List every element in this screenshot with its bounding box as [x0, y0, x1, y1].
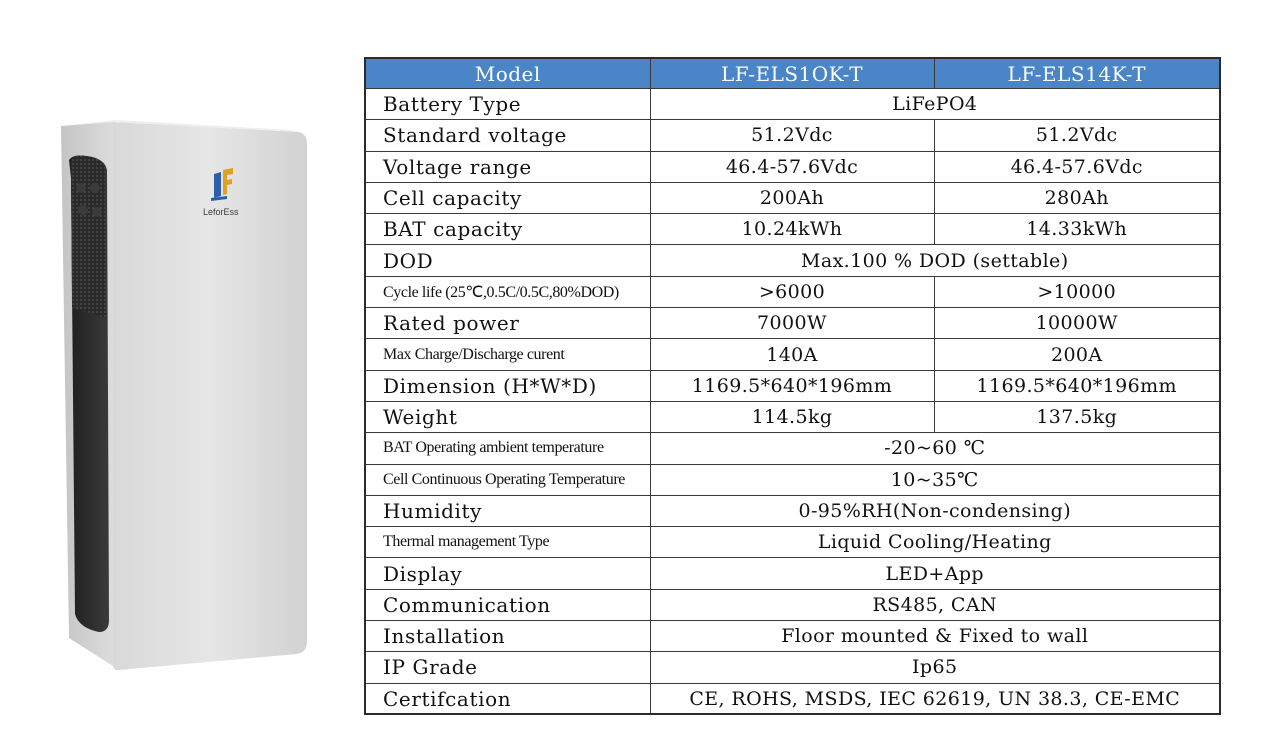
spec-label: DOD — [365, 245, 650, 276]
table-row — [365, 370, 1220, 401]
spec-value-model-a: >6000 — [650, 276, 934, 307]
spec-value-shared: Max.100 % DOD (settable) — [650, 245, 1220, 276]
spec-label: Battery Type — [365, 89, 650, 120]
table-row — [365, 308, 1220, 339]
battery-product-image — [55, 118, 315, 678]
table-row — [365, 214, 1220, 245]
spec-value-model-a: 200Ah — [650, 182, 934, 213]
spec-value-shared: CE, ROHS, MSDS, IEC 62619, UN 38.3, CE-EMC — [650, 683, 1220, 714]
spec-value-model-b: >10000 — [934, 276, 1220, 307]
spec-value-shared: Ip65 — [650, 652, 1220, 683]
spec-value-model-a: 7000W — [650, 308, 934, 339]
spec-label: Dimension (H*W*D) — [365, 370, 650, 401]
table-row — [365, 151, 1220, 182]
table-row — [365, 621, 1220, 652]
table-row — [365, 527, 1220, 558]
spec-value-shared: Liquid Cooling/Heating — [650, 527, 1220, 558]
table-row — [365, 89, 1220, 120]
battery-cabinet-illustration — [55, 118, 315, 678]
spec-value-model-b: 137.5kg — [934, 401, 1220, 432]
spec-value-shared: RS485, CAN — [650, 589, 1220, 620]
spec-value-shared: 10~35℃ — [650, 464, 1220, 495]
table-row — [365, 683, 1220, 714]
spec-value-model-b: 200A — [934, 339, 1220, 370]
spec-label: Humidity — [365, 495, 650, 526]
spec-label: Standard voltage — [365, 120, 650, 151]
table-row — [365, 276, 1220, 307]
spec-value-shared: LiFePO4 — [650, 89, 1220, 120]
spec-label: Display — [365, 558, 650, 589]
header-model-b: LF-ELS14K-T — [934, 58, 1220, 89]
spec-label: Cycle life (25℃,0.5C/0.5C,80%DOD) — [365, 276, 650, 307]
spec-value-model-a: 140A — [650, 339, 934, 370]
table-row — [365, 464, 1220, 495]
spec-value-model-b: 280Ah — [934, 182, 1220, 213]
spec-table-body — [365, 89, 1220, 715]
spec-label: Communication — [365, 589, 650, 620]
spec-value-shared: LED+App — [650, 558, 1220, 589]
spec-label: Cell capacity — [365, 182, 650, 213]
table-row — [365, 120, 1220, 151]
table-row — [365, 245, 1220, 276]
spec-value-shared: 0-95%RH(Non-condensing) — [650, 495, 1220, 526]
table-row — [365, 182, 1220, 213]
spec-label: Rated power — [365, 308, 650, 339]
table-header-row — [365, 58, 1220, 89]
spec-table — [364, 57, 1221, 715]
spec-value-shared: -20~60 ℃ — [650, 433, 1220, 464]
table-row — [365, 558, 1220, 589]
table-row — [365, 589, 1220, 620]
spec-label: IP Grade — [365, 652, 650, 683]
spec-label: Voltage range — [365, 151, 650, 182]
spec-value-model-a: 114.5kg — [650, 401, 934, 432]
spec-value-model-b: 1169.5*640*196mm — [934, 370, 1220, 401]
header-model: Model — [365, 58, 650, 89]
table-row — [365, 495, 1220, 526]
spec-value-model-a: 1169.5*640*196mm — [650, 370, 934, 401]
table-row — [365, 652, 1220, 683]
table-row — [365, 401, 1220, 432]
spec-label: BAT Operating ambient temperature — [365, 433, 650, 464]
spec-label: Certifcation — [365, 683, 650, 714]
brand-name: LeforEss — [203, 207, 239, 217]
header-model-a: LF-ELS1OK-T — [650, 58, 934, 89]
spec-label: Installation — [365, 621, 650, 652]
spec-value-model-a: 10.24kWh — [650, 214, 934, 245]
spec-label: Weight — [365, 401, 650, 432]
spec-label: Max Charge/Discharge curent — [365, 339, 650, 370]
spec-value-model-a: 46.4-57.6Vdc — [650, 151, 934, 182]
spec-label: BAT capacity — [365, 214, 650, 245]
spec-value-model-b: 46.4-57.6Vdc — [934, 151, 1220, 182]
spec-value-model-a: 51.2Vdc — [650, 120, 934, 151]
table-row — [365, 339, 1220, 370]
spec-value-shared: Floor mounted & Fixed to wall — [650, 621, 1220, 652]
spec-value-model-b: 51.2Vdc — [934, 120, 1220, 151]
spec-label: Cell Continuous Operating Temperature — [365, 464, 650, 495]
spec-value-model-b: 14.33kWh — [934, 214, 1220, 245]
table-row — [365, 433, 1220, 464]
spec-label: Thermal management Type — [365, 527, 650, 558]
spec-value-model-b: 10000W — [934, 308, 1220, 339]
